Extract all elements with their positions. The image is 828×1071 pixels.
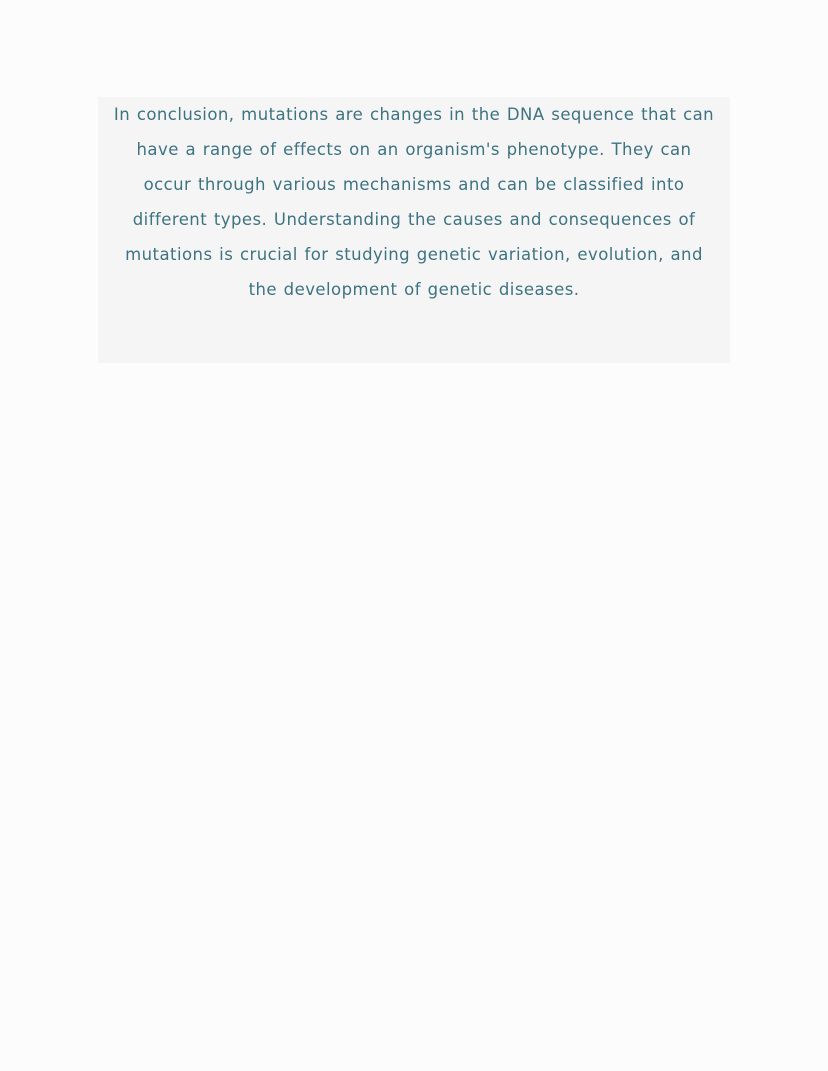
conclusion-text-box bbox=[98, 97, 730, 363]
conclusion-line-5: mutations is crucial for studying genetic variation, evolution, and bbox=[125, 245, 703, 264]
conclusion-line-4: different types. Understanding the causes and consequences of bbox=[132, 210, 696, 229]
conclusion-paragraph bbox=[98, 97, 730, 307]
conclusion-line-2: have a range of effects on an organism's phenotype. They can bbox=[136, 140, 692, 159]
conclusion-line-1: In conclusion, mutations are changes in the DNA sequence that can bbox=[113, 105, 715, 124]
conclusion-line-3: occur through various mechanisms and can be classified into bbox=[143, 175, 685, 194]
conclusion-line-6: the development of genetic diseases. bbox=[248, 280, 580, 299]
